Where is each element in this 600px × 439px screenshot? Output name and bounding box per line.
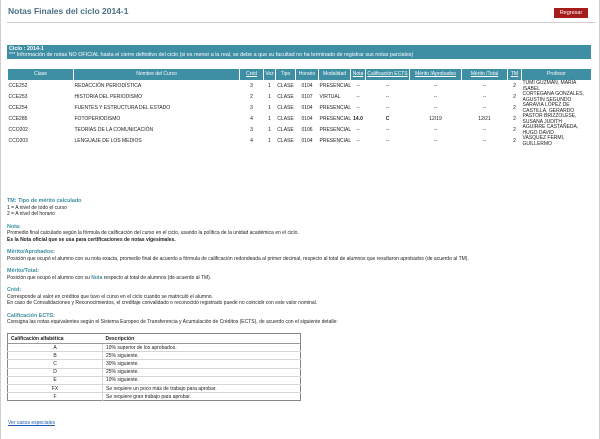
- ects-description: 10% superior de los aprobados.: [103, 344, 301, 352]
- cell-nota: --: [356, 104, 360, 111]
- ects-grade: C: [8, 360, 103, 368]
- cycle-info-bar: [7, 45, 591, 59]
- cred-title: Créd:: [7, 287, 22, 293]
- cell-vez: 1: [268, 137, 271, 144]
- cell-tm: 2: [513, 82, 516, 89]
- cell-merito-total: --: [482, 126, 487, 133]
- cell-tm: 2: [513, 126, 516, 133]
- ects-row: [8, 368, 301, 376]
- cell-cred: 4: [250, 137, 253, 144]
- cell-curso: TEORÍAS DE LA COMUNICACIÓN: [74, 126, 154, 133]
- cell-horario: 0107: [301, 93, 313, 100]
- ects-table: [7, 333, 301, 401]
- cell-tipo: CLASE: [277, 104, 294, 111]
- cell-profesor: PASTOR BRIZZOLESE, SUSANA JUDITH: [522, 113, 577, 125]
- col-header-ects[interactable]: Calificación ECTS: [366, 69, 410, 81]
- title-divider: [7, 22, 595, 23]
- cell-tipo: CLASE: [277, 126, 294, 133]
- ects-row: [8, 352, 301, 360]
- col-header-tipo: Tipo: [276, 69, 296, 81]
- col-header-tm[interactable]: TM: [508, 69, 522, 81]
- table-row: [8, 81, 592, 93]
- page-title: Notas Finales del ciclo 2014-1: [8, 6, 129, 16]
- table-row: [8, 103, 592, 114]
- cell-modalidad: PRESENCIAL: [319, 115, 352, 122]
- table-row: [8, 114, 592, 125]
- cred-line-2: En caso de Convalidaciones y Reconocimientos, el creditaje convalidado o reconocido registrado puede no coincidir con este valor nominal.: [7, 300, 318, 306]
- back-button[interactable]: Regresar: [554, 8, 588, 18]
- merito-aprobados-section: [7, 249, 591, 262]
- cell-merito-total: --: [482, 137, 487, 144]
- cell-horario: 0104: [301, 115, 313, 122]
- nota-section: [7, 224, 591, 244]
- cell-profesor: CORTEGANA GONZALES, AGUSTIN SEGUNDO: [522, 91, 584, 103]
- cell-ects: --: [385, 126, 390, 133]
- ects-description: 25% siguiente.: [103, 368, 301, 376]
- ects-text: Consigna las notas equivalentes según el Sistema Europeo de Transferencia y Acumulación de Créditos (ECTS), de acuerdo con el siguiente detalle:: [7, 319, 338, 325]
- cell-tm: 2: [513, 115, 516, 122]
- ects-header-row: [8, 334, 301, 344]
- table-row: [8, 125, 592, 136]
- ects-description: 25% siguiente.: [103, 352, 301, 360]
- cell-vez: 1: [268, 93, 271, 100]
- col-header-profesor: Profesor: [522, 69, 592, 81]
- cell-nota: --: [356, 93, 360, 100]
- cell-curso: FUENTES Y ESTRUCTURA DEL ESTADO: [74, 104, 171, 111]
- ects-description: 30% siguiente.: [103, 360, 301, 368]
- nota-text: Promedio final calculado según la fórmula de calificación del curso en el ciclo, usando la política de la unidad académica en el ciclo.: [7, 230, 299, 236]
- cell-vez: 1: [268, 126, 271, 133]
- nota-title: Nota:: [7, 223, 21, 230]
- cell-clase: CCE254: [8, 104, 28, 111]
- merito-total-text-post: respecto al total de alumnos (de acuerdo al TM).: [102, 274, 212, 281]
- merito-total-nota-word: Nota: [91, 274, 103, 281]
- ects-grade: A: [8, 344, 103, 352]
- cell-modalidad: PRESENCIAL: [319, 104, 352, 111]
- cell-modalidad: PRESENCIAL: [319, 82, 352, 89]
- cell-clase: CCE285: [8, 115, 28, 122]
- ects-row: [8, 384, 301, 392]
- cell-tipo: CLASE: [277, 93, 294, 100]
- special-cases-link[interactable]: Ver casos especiales: [8, 420, 55, 426]
- cell-merito-aprobados: --: [433, 104, 438, 111]
- cell-clase: CCE252: [8, 82, 28, 89]
- table-row: [8, 92, 592, 103]
- cell-merito-total: 12/21: [478, 115, 491, 122]
- cell-tm: 2: [513, 137, 516, 144]
- cell-merito-aprobados: --: [433, 126, 438, 133]
- col-header-clase: Clase: [8, 69, 74, 81]
- cell-tm: 2: [513, 104, 516, 111]
- cell-nota: --: [356, 82, 360, 89]
- cell-merito-aprobados: --: [433, 82, 438, 89]
- cell-curso: REDACCIÓN PERIODÍSTICA: [74, 82, 142, 89]
- cell-ects: --: [385, 82, 390, 89]
- ects-grade: B: [8, 352, 103, 360]
- cell-modalidad: PRESENCIAL: [319, 137, 352, 144]
- cell-curso: FOTOPERIODISMO: [74, 115, 121, 122]
- cell-curso: HISTORIA DEL PERIODISMO: [74, 93, 143, 100]
- ects-header-grade: Calificación alfabética: [8, 334, 103, 344]
- grades-header-row: [8, 69, 592, 81]
- merito-aprobados-text: Posición que ocupó el alumno con su nota exacta, promedio final de acuerdo a fórmula de calificación redondeada al primer decimal, respecto al total de alumnos que resultaron aprobados (de acuerdo al TM).: [7, 255, 469, 262]
- tm-line-1: 1 = A nivel de todo el curso: [7, 204, 67, 211]
- cell-ects: C: [385, 115, 390, 122]
- cell-tipo: CLASE: [277, 115, 294, 122]
- ects-section: [7, 313, 591, 326]
- cell-modalidad: VIRTUAL: [319, 93, 341, 100]
- ects-row: [8, 360, 301, 368]
- ects-grade: D: [8, 368, 103, 376]
- cell-merito-total: --: [482, 82, 487, 89]
- cell-profesor: AGUIRRE CASTAÑEDA, HUGO DAVID: [522, 124, 579, 136]
- tm-title: TM: Tipo de mérito calculado: [7, 198, 82, 204]
- cred-line-1: Corresponde al valor en créditos que tuvo el curso en el ciclo cuando se matriculó el alumno.: [7, 293, 213, 300]
- ects-description: Se requiere un poco más de trabajo para aprobar.: [103, 384, 301, 392]
- col-header-cred[interactable]: Créd: [240, 69, 264, 81]
- cell-merito-aprobados: --: [433, 137, 438, 144]
- cell-profesor: TUMI GUZMÁN, MARÍA ISABEL: [522, 80, 577, 92]
- cell-ects: --: [385, 137, 390, 144]
- cell-clase: CCE253: [8, 93, 28, 100]
- ects-row: [8, 393, 301, 401]
- col-header-nota[interactable]: Nota: [351, 69, 366, 81]
- cell-profesor: SARAVIA LÓPEZ DE CASTILLA, GERARDO: [522, 102, 575, 114]
- cell-nota: 14.0: [353, 115, 363, 122]
- table-row: [8, 136, 592, 147]
- cycle-label: Ciclo : 2014-1: [9, 46, 44, 52]
- cell-merito-aprobados: 12/19: [429, 115, 442, 122]
- cycle-warning: *** Información de notas NO OFICIAL hasta el cierre definitivo del ciclo (si es menor a la real, se debe a que su facultad no ha terminado de registrar sus notas parciales): [9, 52, 414, 58]
- cell-cred: 3: [250, 104, 253, 111]
- ects-grade: E: [8, 376, 103, 384]
- cell-horario: 0106: [301, 126, 313, 133]
- cell-cred: 2: [250, 93, 253, 100]
- cell-merito-total: --: [482, 104, 487, 111]
- cell-modalidad: PRESENCIAL: [319, 126, 352, 133]
- cell-cred: 3: [250, 126, 253, 133]
- ects-grade: F: [8, 393, 103, 401]
- cell-horario: 0104: [301, 137, 313, 144]
- cell-vez: 1: [268, 82, 271, 89]
- cell-merito-aprobados: --: [433, 93, 438, 100]
- cell-cred: 3: [250, 82, 253, 89]
- merito-total-section: [7, 268, 591, 281]
- cred-section: [7, 287, 591, 307]
- col-header-merito-aprobados[interactable]: Mérito /Aprobados: [410, 69, 462, 81]
- cell-nota: --: [356, 137, 360, 144]
- col-header-merito-total[interactable]: Mérito /Total: [462, 69, 508, 81]
- cell-cred: 4: [250, 115, 253, 122]
- ects-grade: FX: [8, 384, 103, 392]
- col-header-horario: Horario: [296, 69, 319, 81]
- ects-header-description: Descripción: [103, 334, 301, 344]
- col-header-vez: Vez: [264, 69, 276, 81]
- cell-tipo: CLASE: [277, 137, 294, 144]
- ects-description: 10% siguiente.: [103, 376, 301, 384]
- merito-total-text: [7, 275, 591, 282]
- cell-clase: CCO203: [8, 137, 28, 144]
- cell-curso: LENGUAJE DE LOS MEDIOS: [74, 137, 142, 144]
- ects-row: [8, 344, 301, 352]
- merito-total-title: Mérito/Total:: [7, 268, 39, 274]
- cell-ects: --: [385, 104, 390, 111]
- grades-table: [7, 68, 592, 147]
- cell-horario: 0104: [301, 104, 313, 111]
- cell-clase: CCO202: [8, 126, 28, 133]
- cell-tipo: CLASE: [277, 82, 294, 89]
- cell-vez: 1: [268, 104, 271, 111]
- cell-nota: --: [356, 126, 360, 133]
- ects-row: [8, 376, 301, 384]
- tm-line-2: 2 = A nivel del horario: [7, 211, 55, 217]
- cell-profesor: VASQUEZ FERMI, GUILLERMO: [522, 135, 565, 147]
- cell-vez: 1: [268, 115, 271, 122]
- ects-description: Se requiere gran trabajo para aprobar.: [103, 393, 301, 401]
- cell-tm: 2: [513, 93, 516, 100]
- cell-ects: --: [385, 93, 390, 100]
- merito-total-text-pre: Posición que ocupó el alumno con su: [7, 274, 92, 281]
- cell-merito-total: --: [482, 93, 487, 100]
- col-header-nombre: Nombre del Curso: [74, 69, 240, 81]
- legend-notes: [7, 198, 591, 332]
- merito-aprobados-title: Mérito/Aprobados:: [7, 249, 55, 255]
- col-header-modalidad: Modalidad: [319, 69, 351, 81]
- tm-section: [7, 198, 591, 218]
- cell-horario: 0104: [301, 82, 313, 89]
- ects-title: Calificación ECTS:: [7, 312, 55, 319]
- nota-official-text: Es la Nota oficial que se usa para certificaciones de notas vigesimales.: [7, 236, 176, 243]
